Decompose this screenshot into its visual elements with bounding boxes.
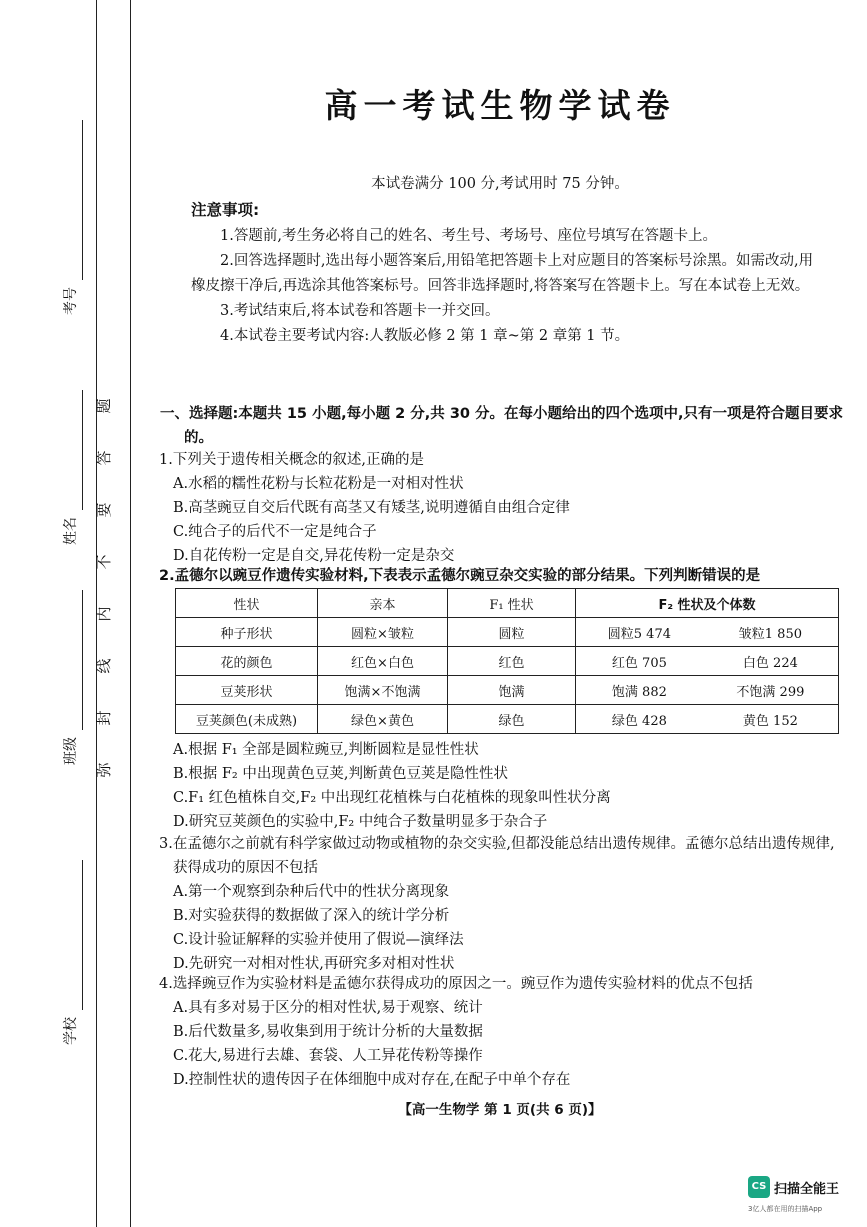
table-cell: 种子形状 <box>176 618 318 647</box>
table-cell: 白色 224 <box>703 647 839 676</box>
option-c: C.F₁ 红色植株自交,F₂ 中出现红花植株与白花植株的现象叫性状分离 <box>173 790 611 806</box>
table-row <box>176 647 839 676</box>
option-b: B.高茎豌豆自交后代既有高茎又有矮茎,说明遵循自由组合定律 <box>173 500 570 516</box>
table-cell: 圆粒 <box>448 618 576 647</box>
seal-char: 要 <box>95 502 113 518</box>
option-d: D.自花传粉一定是自交,异花传粉一定是杂交 <box>173 548 455 564</box>
option-a: A.根据 F₁ 全部是圆粒豌豆,判断圆粒是显性性状 <box>173 742 479 758</box>
question-3 <box>159 832 845 976</box>
table-header: F₁ 性状 <box>448 589 576 618</box>
option-d: D.研究豆荚颜色的实验中,F₂ 中纯合子数量明显多于杂合子 <box>173 814 548 830</box>
table-cell: 饱满 <box>448 676 576 705</box>
notice-heading: 注意事项: <box>191 201 260 219</box>
table-cell: 豆荚形状 <box>176 676 318 705</box>
notice-item: 1.答题前,考生务必将自己的姓名、考生号、考场号、座位号填写在答题卡上。 <box>220 228 717 244</box>
question-stem: 3.在孟德尔之前就有科学家做过动物或植物的杂交实验,但都没能总结出遗传规律。孟德尔总结出遗传规律,获得成功的原因不包括 <box>159 836 835 876</box>
school-label: 学校 <box>63 1017 79 1045</box>
results-table <box>175 588 839 734</box>
option-c: C.花大,易进行去雄、套袋、人工异花传粉等操作 <box>173 1048 483 1064</box>
table-cell: 豆荚颜色(未成熟) <box>176 705 318 734</box>
option-b: B.对实验获得的数据做了深入的统计学分析 <box>173 908 450 924</box>
seal-char: 封 <box>95 710 113 726</box>
seal-char: 题 <box>95 398 113 414</box>
option-d: D.控制性状的遗传因子在体细胞中成对存在,在配子中单个存在 <box>173 1072 571 1088</box>
exam-number-underline <box>82 120 83 280</box>
name-underline <box>82 390 83 510</box>
question-2-options <box>159 738 845 834</box>
table-cell: 绿色 428 <box>576 705 703 734</box>
table-cell: 不饱满 299 <box>703 676 839 705</box>
table-cell: 红色 705 <box>576 647 703 676</box>
question-stem: 2.孟德尔以豌豆作遗传实验材料,下表表示孟德尔豌豆杂交实验的部分结果。下列判断错误的是 <box>159 568 761 584</box>
scanner-tagline: 3亿人都在用的扫描App <box>748 1205 823 1213</box>
table-cell: 皱粒1 850 <box>703 618 839 647</box>
option-a: A.水稻的糯性花粉与长粒花粉是一对相对性状 <box>173 476 464 492</box>
table-cell: 饱满 882 <box>576 676 703 705</box>
seal-char: 答 <box>95 450 113 466</box>
page-title: 高一考试生物学试卷 <box>324 86 676 125</box>
option-c: C.纯合子的后代不一定是纯合子 <box>173 524 377 540</box>
table-header: 性状 <box>176 589 318 618</box>
option-b: B.根据 F₂ 中出现黄色豆荚,判断黄色豆荚是隐性性状 <box>173 766 508 782</box>
question-4 <box>159 972 845 1092</box>
scanner-app-name: 扫描全能王 <box>774 1182 840 1197</box>
section-heading: 一、选择题:本题共 15 小题,每小题 2 分,共 30 分。在每小题给出的四个选项中,只有一项是符合题目要求的。 <box>160 406 844 446</box>
table-header-row <box>176 589 839 618</box>
exam-number-label: 考号 <box>63 287 79 315</box>
question-1 <box>159 448 845 568</box>
table-cell: 绿色 <box>448 705 576 734</box>
table-header: 亲本 <box>318 589 448 618</box>
seal-char: 弥 <box>95 762 113 778</box>
page-footer: 【高一生物学 第 1 页(共 6 页)】 <box>398 1102 602 1118</box>
seal-char: 不 <box>95 554 113 570</box>
notice-item: 2.回答选择题时,选出每小题答案后,用铅笔把答题卡上对应题目的答案标号涂黑。如需改动,用橡皮擦干净后,再选涂其他答案标号。回答非选择题时,将答案写在答题卡上。写在本试卷上无效。 <box>191 253 814 294</box>
table-header: F₂ 性状及个体数 <box>576 589 839 618</box>
table-cell: 饱满×不饱满 <box>318 676 448 705</box>
table-row <box>176 618 839 647</box>
option-b: B.后代数量多,易收集到用于统计分析的大量数据 <box>173 1024 483 1040</box>
table-cell: 圆粒5 474 <box>576 618 703 647</box>
table-row <box>176 705 839 734</box>
table-cell: 黄色 152 <box>703 705 839 734</box>
scanner-watermark <box>748 1176 858 1216</box>
option-a: A.第一个观察到杂种后代中的性状分离现象 <box>173 884 450 900</box>
class-label: 班级 <box>63 737 79 765</box>
table-row <box>176 676 839 705</box>
table-cell: 红色 <box>448 647 576 676</box>
table-cell: 花的颜色 <box>176 647 318 676</box>
option-d: D.先研究一对相对性状,再研究多对相对性状 <box>173 956 455 972</box>
option-a: A.具有多对易于区分的相对性状,易于观察、统计 <box>173 1000 483 1016</box>
notice-list <box>191 224 821 349</box>
seal-char: 内 <box>95 606 113 622</box>
exam-info: 本试卷满分 100 分,考试用时 75 分钟。 <box>371 176 629 192</box>
table-cell: 绿色×黄色 <box>318 705 448 734</box>
option-c: C.设计验证解释的实验并使用了假说—演绎法 <box>173 932 464 948</box>
seal-line-text <box>95 380 130 796</box>
question-2-stem <box>159 564 845 588</box>
question-stem: 4.选择豌豆作为实验材料是孟德尔获得成功的原因之一。豌豆作为遗传实验材料的优点不包括 <box>159 976 753 992</box>
scanner-logo-icon: CS <box>748 1176 770 1198</box>
question-stem: 1.下列关于遗传相关概念的叙述,正确的是 <box>159 452 424 468</box>
name-label: 姓名 <box>63 517 79 545</box>
notice-item: 3.考试结束后,将本试卷和答题卡一并交回。 <box>220 303 500 319</box>
notice-item: 4.本试卷主要考试内容:人教版必修 2 第 1 章~第 2 章第 1 节。 <box>220 328 630 344</box>
table-cell: 红色×白色 <box>318 647 448 676</box>
class-underline <box>82 590 83 730</box>
school-underline <box>82 860 83 1010</box>
seal-char: 线 <box>95 658 113 674</box>
table-cell: 圆粒×皱粒 <box>318 618 448 647</box>
